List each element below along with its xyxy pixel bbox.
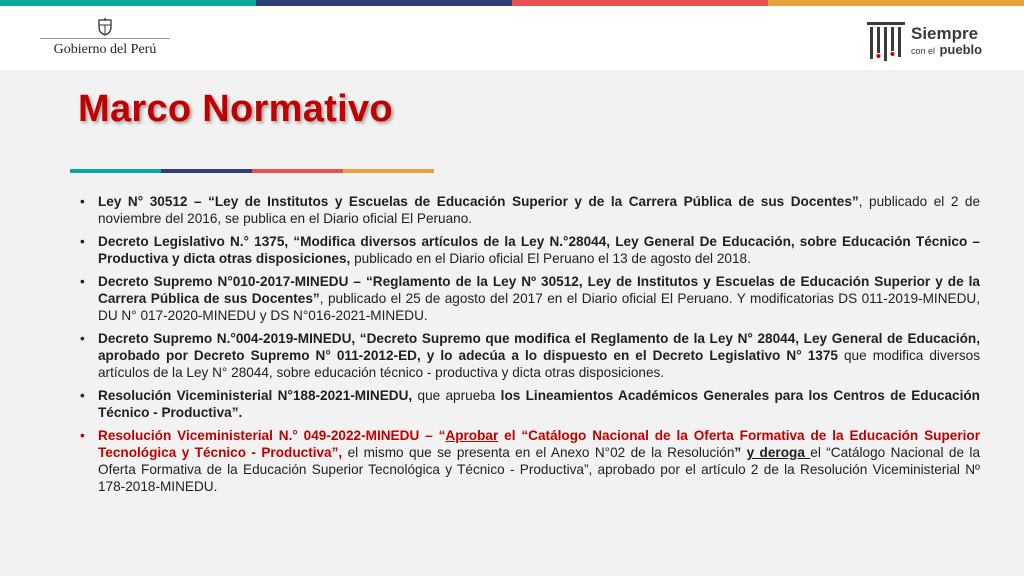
item-bold-2: el “Catálogo Nacional de la Oferta Formativa de la Educación Superior Tecnológica y Técnico - Productiva”, <box>98 428 980 460</box>
item-bold: Decreto Legislativo N.° 1375, “Modifica diversos artículos de la Ley N.°28044, Ley General De Educación, sobre Educación Técnico – Productiva y dicta otras disposiciones, <box>98 234 980 266</box>
underline-teal <box>70 169 161 173</box>
gobierno-label: Gobierno del Perú <box>40 38 170 58</box>
item-text-2: el “Catálogo Nacional de la Oferta Formativa de la Educación Superior Tecnológica y Técnico - Productiva”, aprobado por el artículo 2 de la Resolución Viceministerial Nº 178-2018-MINEDU. <box>98 445 981 494</box>
item-text: publicado en el Diario oficial El Peruano el 13 de agosto del 2018. <box>350 251 751 266</box>
siempre-line2a: con el <box>911 45 936 56</box>
peru-shield-icon <box>95 18 115 36</box>
item-text: que modifica diversos artículos de la Ley N° 28044, sobre educación técnico - productiva y dicta otras disposiciones. <box>98 348 980 380</box>
underline-coral <box>252 169 343 173</box>
item-text: , publicado el 2 de noviembre del 2016, se publica en el Diario oficial El Peruano. <box>98 194 981 226</box>
list-item-highlight <box>78 427 980 495</box>
siempre-line2b: pueblo <box>939 41 983 57</box>
title-underline <box>70 169 434 173</box>
list-item <box>78 233 980 267</box>
siempre-text <box>911 25 982 58</box>
siempre-con-el-pueblo-logo <box>866 18 982 64</box>
item-bold: Ley N° 30512 – “Ley de Institutos y Escuelas de Educación Superior y de la Carrera Pública de sus Docentes” <box>98 194 859 209</box>
item-text: que aprueba <box>412 388 501 403</box>
deroga-word: y deroga <box>746 445 811 460</box>
list-item <box>78 387 980 421</box>
underline-amber <box>343 169 434 173</box>
item-bold-2: los Lineamientos Académicos Generales para los Centros de Educación Técnico - Productiva”. <box>98 388 980 420</box>
list-item <box>78 273 980 324</box>
aprobar-word: Aprobar <box>445 428 499 443</box>
item-text: el mismo que se presenta en el Anexo N°02 de la Resolución <box>342 445 735 460</box>
header <box>0 6 1024 70</box>
item-text: , publicado el 25 de agosto del 2017 en el Diario oficial El Peruano. Y modificatorias DS 011-2019-MINEDU, DU N° 017-2020-MINEDU y DS N°016-2021-MINEDU. <box>98 291 980 323</box>
siempre-logo-icon <box>866 19 906 63</box>
item-bold: Resolución Viceministerial N°188-2021-MINEDU, <box>98 388 413 403</box>
underline-navy <box>161 169 252 173</box>
list-item <box>78 193 980 227</box>
item-bold: Resolución Viceministerial N.° 049-2022-MINEDU – “ <box>98 428 446 443</box>
gobierno-logo <box>40 18 170 58</box>
list-item <box>78 330 980 381</box>
item-bold: Decreto Supremo N.°004-2019-MINEDU, “Decreto Supremo que modifica el Reglamento de la Ley N° 28044, Ley General de Educación, aprobado por Decreto Supremo N° 011-2012-ED, y lo adecúa a lo dispuesto en el Decreto Legislativo N° 1375 <box>98 331 980 363</box>
item-bold: Decreto Supremo N°010-2017-MINEDU – “Reglamento de la Ley Nº 30512, Ley de Institutos y Escuelas de Educación Superior y de la Carrera Pública de sus Docentes” <box>98 274 980 306</box>
legal-framework-list <box>78 193 980 501</box>
item-quote: ” <box>734 445 747 460</box>
page-title: Marco Normativo <box>78 88 393 130</box>
siempre-line1: Siempre <box>911 23 979 43</box>
